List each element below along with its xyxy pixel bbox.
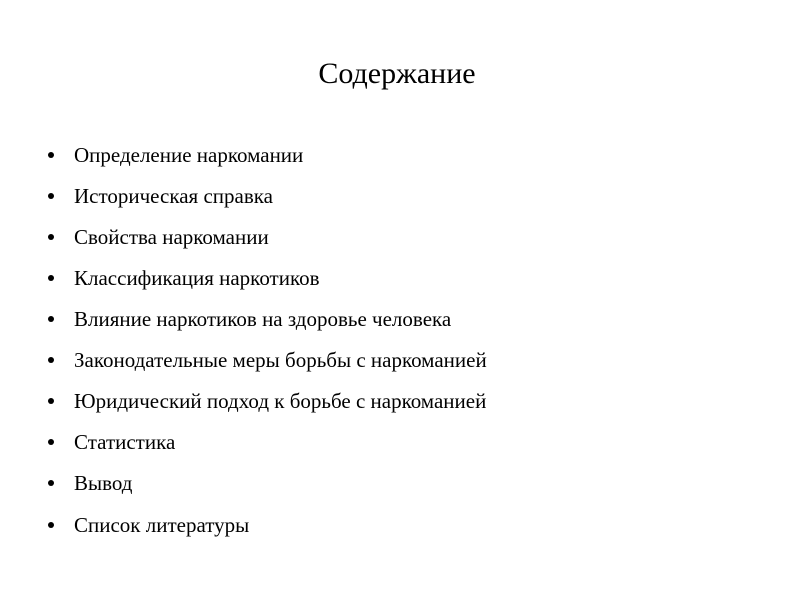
bullet-icon bbox=[48, 522, 54, 528]
bullet-icon bbox=[48, 439, 54, 445]
list-item-label: Историческая справка bbox=[74, 184, 273, 208]
list-item-label: Определение наркомании bbox=[74, 143, 304, 167]
bullet-icon bbox=[48, 398, 54, 404]
list-item bbox=[0, 140, 700, 170]
list-item-label: Юридический подход к борьбе с наркоманией bbox=[74, 389, 487, 413]
slide-title: Содержание bbox=[318, 57, 476, 90]
list-item-label: Законодательные меры борьбы с наркоманией bbox=[74, 348, 487, 372]
list-item bbox=[0, 222, 700, 252]
list-item bbox=[0, 263, 700, 293]
list-item bbox=[0, 386, 700, 416]
bullet-icon bbox=[48, 316, 54, 322]
list-item-label: Вывод bbox=[74, 471, 133, 495]
list-item-label: Список литературы bbox=[74, 513, 250, 537]
list-item-label: Статистика bbox=[74, 430, 176, 454]
bullet-icon bbox=[48, 193, 54, 199]
list-item bbox=[0, 468, 700, 498]
list-item bbox=[0, 345, 700, 375]
list-item bbox=[0, 181, 700, 211]
list-item-label: Классификация наркотиков bbox=[74, 266, 320, 290]
list-item-label: Влияние наркотиков на здоровье человека bbox=[74, 307, 452, 331]
bullet-icon bbox=[48, 234, 54, 240]
list-item bbox=[0, 427, 700, 457]
bullet-icon bbox=[48, 480, 54, 486]
bullet-icon bbox=[48, 152, 54, 158]
bullet-icon bbox=[48, 357, 54, 363]
list-item-label: Свойства наркомании bbox=[74, 225, 269, 249]
list-item bbox=[0, 304, 700, 334]
bullet-icon bbox=[48, 275, 54, 281]
list-item bbox=[0, 510, 700, 540]
